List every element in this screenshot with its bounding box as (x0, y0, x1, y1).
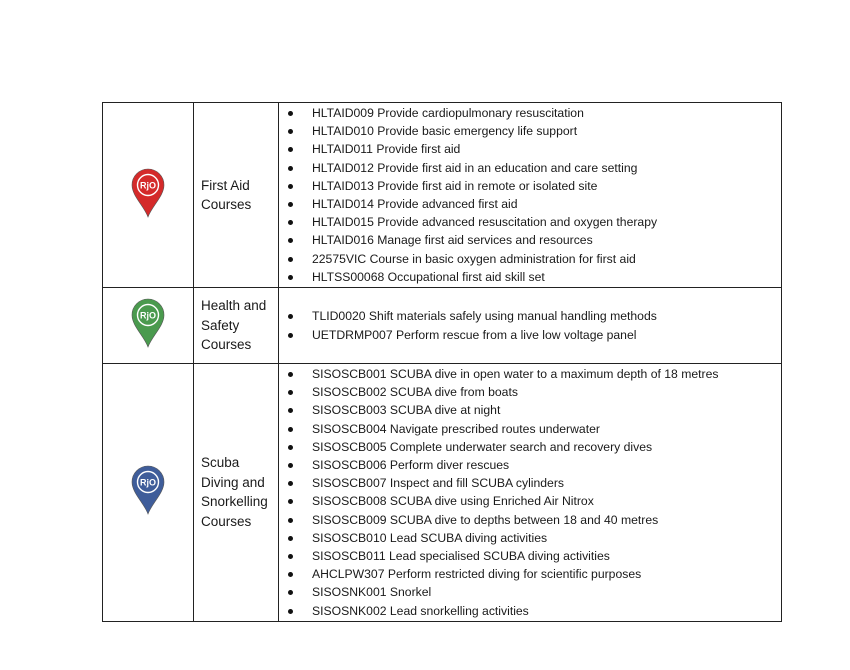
table-row-first-aid (103, 103, 782, 288)
section-icon-cell (103, 103, 194, 288)
course-list-item: SISOSCB002 SCUBA dive from boats (279, 383, 781, 401)
logo-mark-text: RjO (139, 310, 157, 321)
course-list-item: SISOSCB009 SCUBA dive to depths between 18 and 40 metres (279, 511, 781, 529)
course-list-item: HLTAID010 Provide basic emergency life support (279, 122, 781, 140)
course-list (279, 365, 781, 620)
section-name-line: Courses (201, 197, 252, 213)
course-list-item: SISOSNK002 Lead snorkelling activities (279, 602, 781, 620)
section-name-line: Courses (201, 337, 252, 353)
course-list (279, 307, 781, 343)
course-list-item: SISOSCB006 Perform diver rescues (279, 456, 781, 474)
table-row-scuba-diving (103, 364, 782, 622)
course-list-item: HLTAID015 Provide advanced resuscitation and oxygen therapy (279, 213, 781, 231)
course-list-item: HLTAID009 Provide cardiopulmonary resuscitation (279, 104, 781, 122)
section-name-line: Health and (201, 298, 267, 314)
section-name-line: Scuba (201, 455, 240, 471)
section-name-line: First Aid (201, 177, 250, 193)
course-list-item: UETDRMP007 Perform rescue from a live low voltage panel (279, 326, 781, 344)
section-name-cell (194, 364, 279, 622)
course-list-item: AHCLPW307 Perform restricted diving for scientific purposes (279, 565, 781, 583)
course-list-item: SISOSCB005 Complete underwater search and recovery dives (279, 438, 781, 456)
logo-mark-text: RjO (139, 180, 157, 191)
course-list-item: SISOSCB008 SCUBA dive using Enriched Air Nitrox (279, 492, 781, 510)
course-list-item: SISOSCB004 Navigate prescribed routes underwater (279, 420, 781, 438)
location-pin-icon (131, 168, 165, 218)
course-list-item: HLTAID013 Provide first aid in remote or isolated site (279, 177, 781, 195)
course-list-cell (279, 364, 782, 622)
section-name-line: Snorkelling (201, 494, 268, 510)
course-list-cell (279, 288, 782, 364)
course-list-item: SISOSNK001 Snorkel (279, 583, 781, 601)
course-list-item: SISOSCB010 Lead SCUBA diving activities (279, 529, 781, 547)
course-list-item: HLTAID012 Provide first aid in an education and care setting (279, 159, 781, 177)
location-pin-icon (131, 465, 165, 515)
course-list (279, 104, 781, 286)
section-name-cell (194, 103, 279, 288)
course-list-item: HLTAID011 Provide first aid (279, 140, 781, 158)
section-name-line: Safety (201, 317, 240, 333)
section-name-line: Courses (201, 513, 252, 529)
logo-mark-text: RjO (139, 477, 157, 488)
courses-table-body (103, 103, 782, 622)
course-list-item: HLTAID016 Manage first aid services and resources (279, 231, 781, 249)
section-icon-cell (103, 364, 194, 622)
course-list-item: SISOSCB003 SCUBA dive at night (279, 401, 781, 419)
course-list-cell (279, 103, 782, 288)
location-pin-icon (131, 298, 165, 348)
course-list-item: HLTAID014 Provide advanced first aid (279, 195, 781, 213)
section-name-line: Diving and (201, 474, 265, 490)
course-list-item: 22575VIC Course in basic oxygen administration for first aid (279, 250, 781, 268)
section-icon-cell (103, 288, 194, 364)
course-list-item: SISOSCB007 Inspect and fill SCUBA cylinders (279, 474, 781, 492)
course-list-item: SISOSCB001 SCUBA dive in open water to a maximum depth of 18 metres (279, 365, 781, 383)
course-list-item: HLTSS00068 Occupational first aid skill set (279, 268, 781, 286)
course-list-item: TLID0020 Shift materials safely using manual handling methods (279, 307, 781, 325)
course-list-item: SISOSCB011 Lead specialised SCUBA diving activities (279, 547, 781, 565)
courses-table (102, 102, 782, 622)
section-name-cell (194, 288, 279, 364)
table-row-health-and-safety (103, 288, 782, 364)
